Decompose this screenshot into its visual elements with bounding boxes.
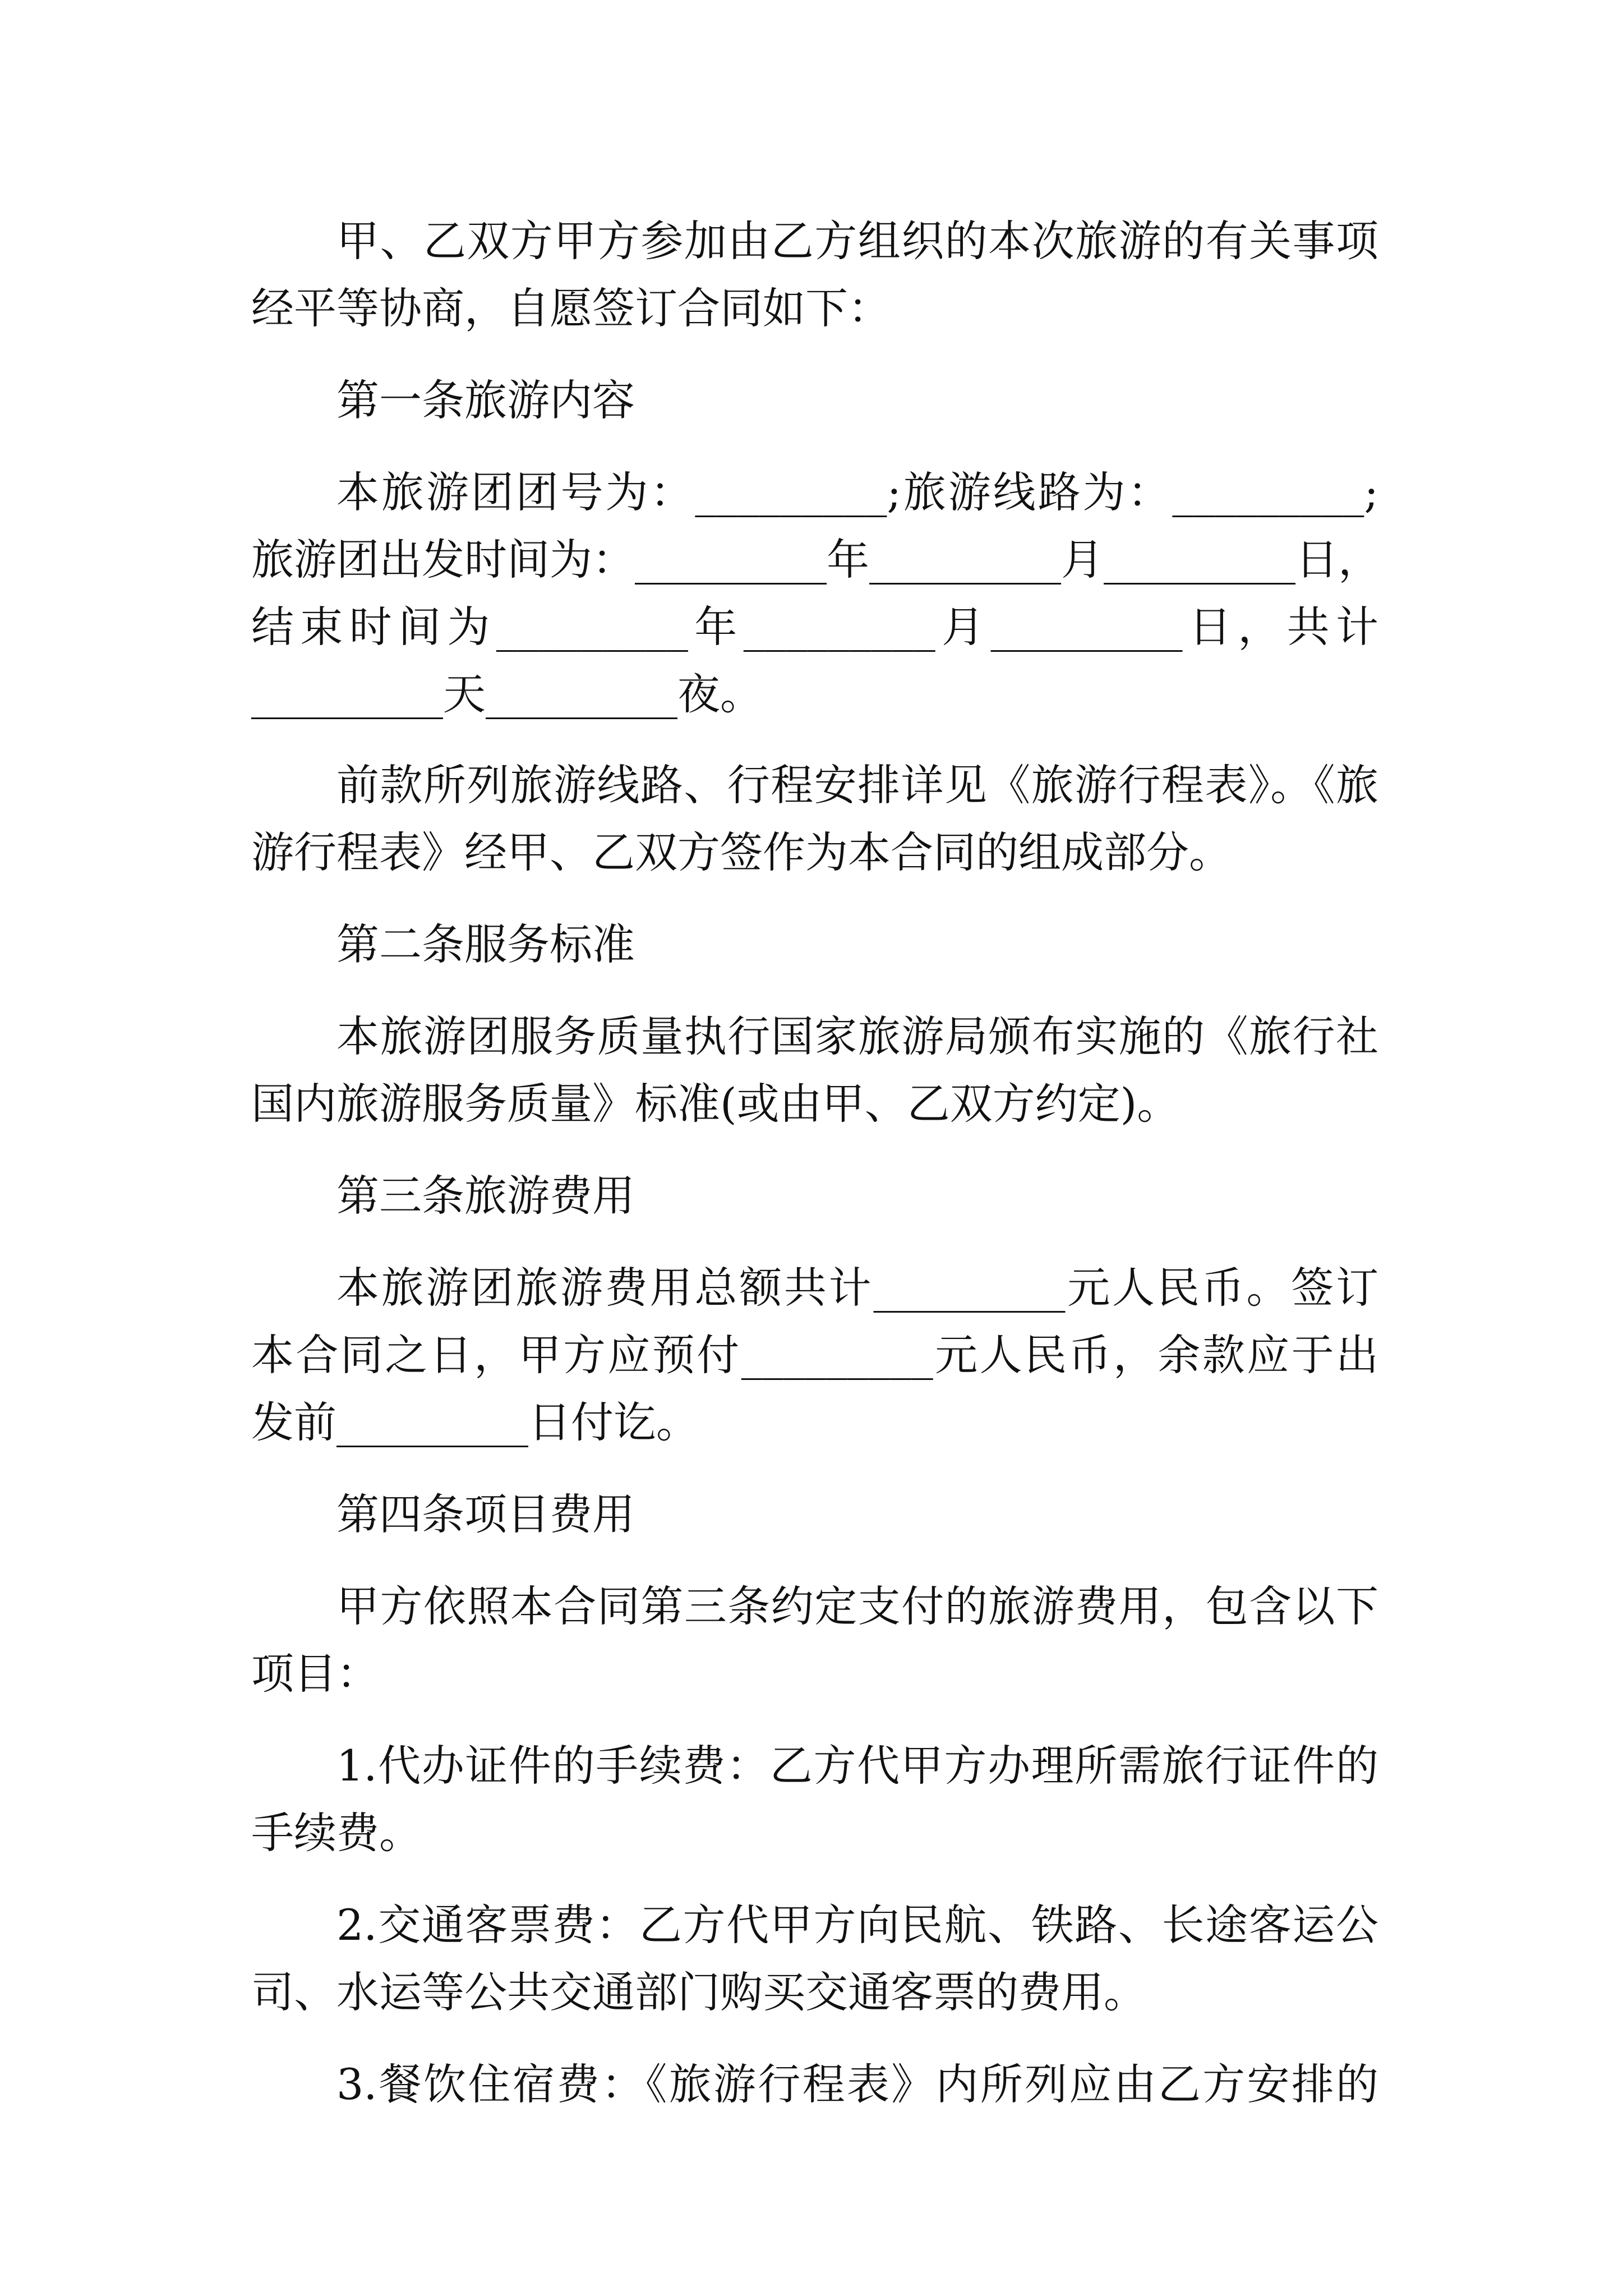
itinerary-line-2: 游行程表》经甲、乙双方签作为本合同的组成部分。	[251, 827, 1232, 877]
article-1-heading: 第一条旅游内容	[336, 375, 635, 425]
article-1-line-2: 旅游团出发时间为：_________年_________月_________日，	[251, 535, 1381, 585]
article-2-heading: 第二条服务标准	[336, 919, 635, 969]
item-3-line-1: 3.餐饮住宿费：《旅游行程表》内所列应由乙方安排的	[336, 2059, 1378, 2109]
article-4-heading: 第四条项目费用	[336, 1489, 635, 1539]
article-1-line-3: 结束时间为_________年_________月_________日，共计	[251, 602, 1378, 652]
article-4-line-2: 项目：	[251, 1649, 379, 1699]
article-3-line-1: 本旅游团旅游费用总额共计_________元人民币。签订	[336, 1263, 1378, 1313]
item-2-line-1: 2.交通客票费：乙方代甲方向民航、铁路、长途客运公	[336, 1900, 1378, 1950]
intro-line-2: 经平等协商，自愿签订合同如下：	[251, 283, 891, 333]
contract-body	[251, 208, 1381, 2118]
item-1-line-1: 1.代办证件的手续费：乙方代甲方办理所需旅行证件的	[336, 1741, 1378, 1791]
item-1-line-2: 手续费。	[251, 1808, 422, 1858]
itinerary-line-1: 前款所列旅游线路、行程安排详见《旅游行程表》。《旅	[336, 760, 1378, 810]
article-2-line-1: 本旅游团服务质量执行国家旅游局颁布实施的《旅行社	[336, 1011, 1378, 1061]
intro-line-1: 甲、乙双方甲方参加由乙方组织的本次旅游的有关事项	[336, 216, 1378, 266]
article-1-line-1: 本旅游团团号为：_________;旅游线路为：_________;	[336, 467, 1378, 517]
article-4-line-1: 甲方依照本合同第三条约定支付的旅游费用，包含以下	[336, 1581, 1378, 1631]
article-3-line-3: 发前_________日付讫。	[251, 1397, 699, 1447]
article-3-line-2: 本合同之日，甲方应预付_________元人民币，余款应于出	[251, 1330, 1378, 1380]
article-2-line-2: 国内旅游服务质量》标准(或由甲、乙双方约定)。	[251, 1079, 1180, 1129]
article-1-line-4: _________天_________夜。	[251, 669, 763, 719]
item-2-line-2: 司、水运等公共交通部门购买交通客票的费用。	[251, 1967, 1146, 2017]
article-3-heading: 第三条旅游费用	[336, 1171, 635, 1221]
